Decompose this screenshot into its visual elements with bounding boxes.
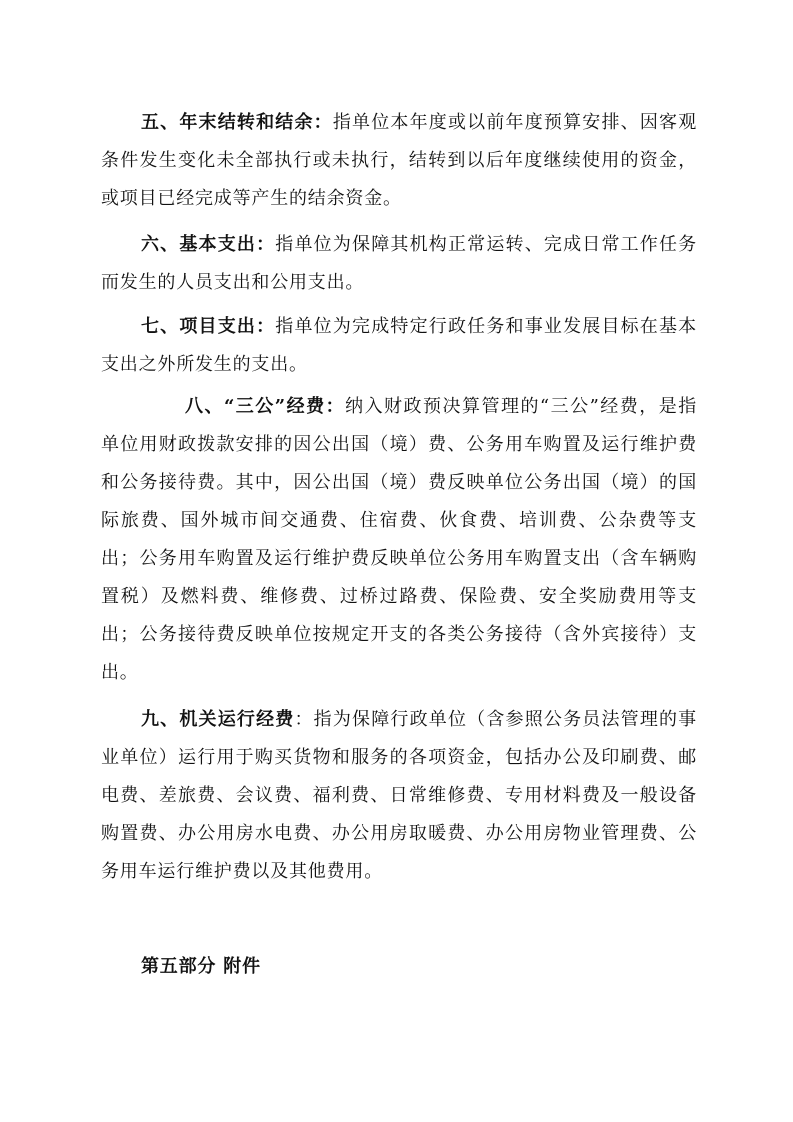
paragraph-year-end-carryover — [101, 104, 697, 218]
section-heading-attachments: 第五部分 附件 — [141, 956, 261, 977]
definition-three-public-expenses: 纳入财政预决算管理的“三公”经费，是指单位用财政拨款安排的因公出国（境）费、公务用车购置及运行维护费和公务接待费。其中，因公出国（境）费反映单位公务出国（境）的国际旅费、国外城市间交通费、住宿费、伙食费、培训费、公杂费等支出；公务用车购置及运行维护费反映单位公务用车购置支出（含车辆购置税）及燃料费、维修费、过桥过路费、保险费、安全奖励费用等支出；公务接待费反映单位按规定开支的各类公务接待（含外宾接待）支出。 — [101, 396, 698, 683]
definition-project-expenditure: 指单位为完成特定行政任务和事业发展目标在基本支出之外所发生的支出。 — [101, 316, 697, 375]
term-three-public-expenses: 八、“三公”经费： — [185, 396, 346, 417]
definition-year-end-carryover: 指单位本年度或以前年度预算安排、因客观条件发生变化未全部执行或未执行，结转到以后年度继续使用的资金，或项目已经完成等产生的结余资金。 — [101, 112, 697, 209]
paragraph-basic-expenditure — [101, 226, 697, 302]
paragraph-project-expenditure — [101, 308, 697, 384]
term-project-expenditure: 七、项目支出： — [141, 316, 276, 337]
term-year-end-carryover: 五、年末结转和结余： — [141, 112, 333, 133]
term-agency-operating-expenses: 九、机关运行经费 — [141, 709, 295, 730]
paragraph-three-public-expenses — [101, 388, 697, 692]
definition-agency-operating-expenses: ：指为保障行政单位（含参照公务员法管理的事业单位）运行用于购买货物和服务的各项资金，包括办公及印刷费、邮电费、差旅费、会议费、福利费、日常维修费、专用材料费及一般设备购置费、办公用房水电费、办公用房取暖费、办公用房物业管理费、公务用车运行维护费以及其他费用。 — [101, 709, 697, 882]
term-basic-expenditure: 六、基本支出： — [141, 234, 276, 255]
paragraph-agency-operating-expenses — [101, 701, 697, 891]
definition-basic-expenditure: 指单位为保障其机构正常运转、完成日常工作任务而发生的人员支出和公用支出。 — [101, 234, 697, 293]
